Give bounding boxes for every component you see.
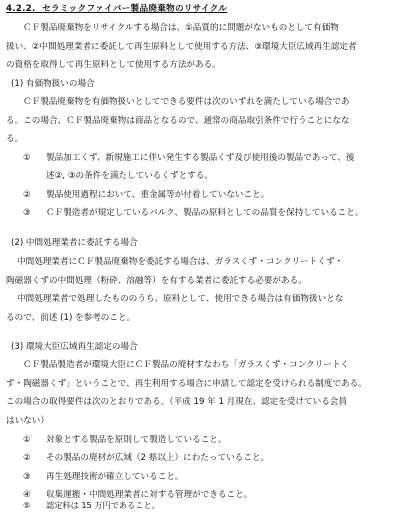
s1-item-3-text: ＣＦ製造者が規定しているバルク、製品の原料としての品質を保持していること。 (46, 208, 364, 218)
s3-item-3-marker: ③ (23, 472, 31, 482)
s2-body-line-1: 中間処理業者にＣＦ製品廃棄物を委託する場合は、ガラスくず・コンクリートくず・ (17, 257, 344, 267)
s1-item-1-marker: ① (23, 153, 31, 163)
intro-line-2: 扱い、②中間処理業者に委託して再生原料として使用する方法、③環境大臣広域再生認定者 (6, 42, 357, 52)
section-number: 4.2.2. (6, 4, 36, 14)
section-title: セラミックファイバー製品廃棄物のリサイクル (42, 4, 228, 14)
s3-item-3-text: 再生処理技術が確立していること。 (46, 472, 184, 482)
s1-item-2-text: 製品使用過程において、重金属等が付着していないこと。 (46, 190, 270, 200)
section-heading (6, 3, 227, 17)
s3-item-5-text: 認定料は 15 万円であること。 (46, 500, 160, 510)
s3-item-4-marker: ④ (23, 490, 31, 500)
s2-body-line-4: るので、前述 (1) を参考のこと。 (6, 313, 136, 323)
s3-item-1-text: 対象とする製品を原則して製造していること。 (46, 435, 227, 445)
intro-line-3: の資格を取得して再生原料として使用する方法がある。 (6, 60, 221, 70)
s1-heading: (1) 有価物扱いの場合 (11, 79, 95, 89)
s3-item-4-text: 収集運搬・中間処理業者に対する管理ができること。 (46, 490, 253, 500)
s1-item-2-marker: ② (23, 190, 31, 200)
s1-item-3-marker: ③ (23, 208, 31, 218)
s3-item-1-marker: ① (23, 435, 31, 445)
s3-item-2-text: その製品の廃材が広域（2 県以上）にわたっていること。 (46, 453, 270, 463)
s1-body-line-2: る。この場合、ＣＦ製品廃棄物は商品となるので、通常の商品取引条件で行うことになな (6, 116, 350, 126)
s3-item-5-marker: ⑤ (23, 500, 31, 510)
s1-body-line-1: ＣＦ製品廃棄物を有価物扱いとしてできる要件は次のいずれを満たしている場合であ (23, 97, 350, 107)
s2-body-line-2: 陶磁器くずの中間処理（粉砕、溶融等）を有する業者に委託する必要がある。 (6, 276, 307, 286)
s3-item-2-marker: ② (23, 453, 31, 463)
s1-item-1-line-2: 述②, ③の条件を満たしているくずとする。 (46, 171, 213, 181)
intro-line-1: ＣＦ製品廃棄物をリサイクルする場合は、①品質的に問題がないものとして有価物 (23, 23, 339, 33)
s1-body-line-3: る。 (6, 134, 24, 144)
s3-body-line-4: はいない） (6, 416, 49, 426)
s3-heading: (3) 環境大臣広域再生認定の場合 (11, 342, 138, 352)
s2-body-line-3: 中間処理業者で処理したもののうち、原料として、使用できる場合は有価物扱いとな (17, 294, 344, 304)
s3-body-line-3: この場合の取得要件は次のとおりである。（平成 19 年 1 月現在、認定を受けている会員 (6, 397, 348, 407)
s3-body-line-1: ＣＦ製品製造者が環境大臣にＣＦ製品の廃材すなわち「ガラスくず・コンクリートく (23, 360, 350, 370)
s1-item-1-line-1: 製品加工くず、新規施工に伴い発生する製品くず及び使用後の製品であって、後 (46, 153, 355, 163)
s2-heading: (2) 中間処理業者に委託する場合 (11, 238, 138, 248)
s3-body-line-2: ず・陶磁器くず」ということで、再生利用する場合に申請して認定を受けられる制度である。 (6, 379, 367, 389)
